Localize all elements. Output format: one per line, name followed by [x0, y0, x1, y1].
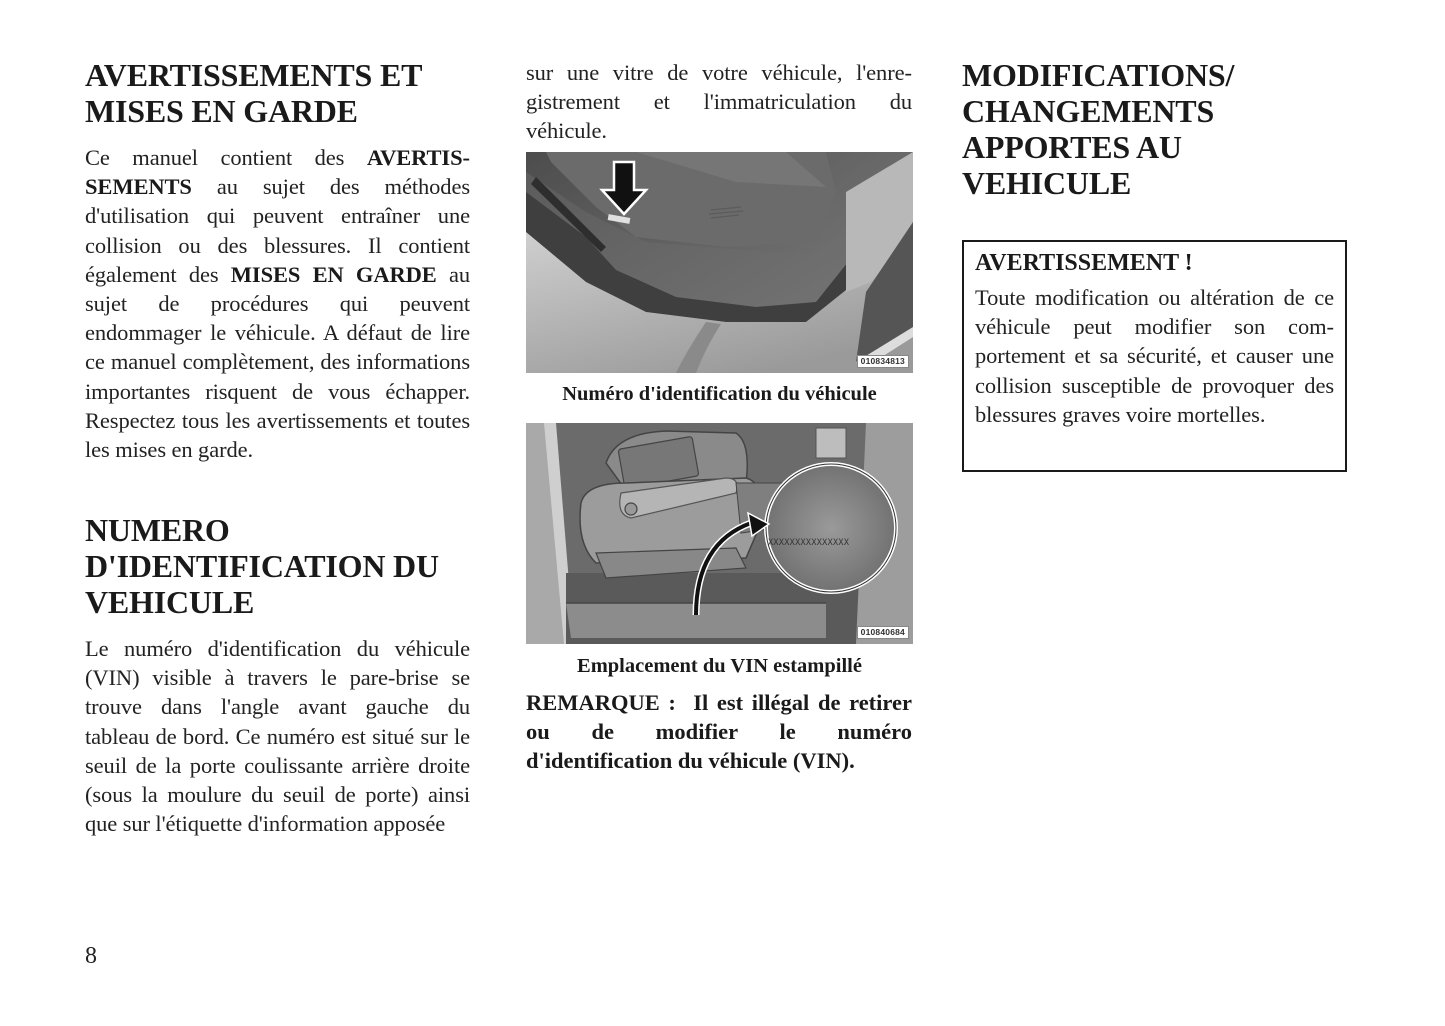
bold-term-avertissements: AVERTISSEMENTS [85, 145, 470, 200]
title-line: D'IDENTIFICATION DU [85, 548, 439, 584]
warning-box [962, 240, 1347, 472]
title-line: CHANGEMENTS [962, 93, 1215, 129]
figure-caption-windshield: Numéro d'identification du véhicule [562, 383, 877, 405]
warning-title: AVERTISSEMENT ! [975, 250, 1193, 276]
title-line: VEHICULE [85, 584, 255, 620]
title-line: AVERTISSEMENTS ET [85, 57, 423, 93]
page-number: 8 [85, 943, 97, 969]
section-title-avertissements [85, 57, 485, 129]
vin-stamp-placeholder: XXXXXXXXXXXXXXX [768, 538, 850, 548]
figure-stamped-vin [526, 423, 913, 644]
bold-term-mises-en-garde: MISES EN GARDE [230, 261, 437, 287]
figure-windshield-vin [526, 152, 913, 373]
warning-text: Toute modification ou altération de ce véhicule peut modifier son comportement et sa sécurité, et causer une collision susceptible de provoquer des blessures graves voire mortelles. [975, 285, 1334, 427]
figure-caption-stamped-vin: Emplacement du VIN estampillé [577, 655, 862, 677]
text-run: au sujet des méthodes d'utilisation qui peuvent entraîner une collision ou des blessures. Il contient également des [85, 174, 470, 287]
text-run: Ce manuel contient des [85, 145, 367, 170]
continued-paragraph: sur une vitre de votre véhicule, l'enregistrement et l'immatriculation du véhicule. [526, 60, 912, 144]
title-line: MODIFICATIONS/ [962, 57, 1235, 93]
remarque-note [526, 688, 912, 776]
title-line: APPORTES AU [962, 129, 1182, 165]
vin-paragraph: Le numéro d'identification du véhicule (VIN) visible à travers le pare-brise se trouve dans l'angle avant gauche du tableau de bord. Ce numéro est situé sur le seuil de la porte coulissante arrière droite (sous la moulure du seuil de porte) ainsi que sur l'étiquette d'information apposée [85, 636, 470, 837]
title-line: VEHICULE [962, 165, 1132, 201]
figure-code: 010834813 [857, 355, 909, 368]
text-run: au sujet de procédures qui peuvent endommager le véhicule. A défaut de lire ce manuel complètement, des informations importantes risquent de vous échapper. Respectez tous les avertissements et toutes les mises en garde. [85, 261, 470, 463]
windshield-vin-illustration [526, 152, 913, 373]
section-title-modifications [962, 57, 1362, 201]
title-line: NUMERO [85, 512, 230, 548]
note-label: REMARQUE : [526, 690, 676, 715]
avertissements-paragraph [85, 143, 470, 464]
note-text: Il est illégal de retirer ou de modifier le numéro d'identification du véhicule (VIN). [526, 690, 912, 774]
title-line: MISES EN GARDE [85, 93, 358, 129]
stamped-vin-illustration [526, 423, 913, 644]
section-title-numero-identification [85, 512, 485, 620]
figure-code: 010840684 [857, 626, 909, 639]
